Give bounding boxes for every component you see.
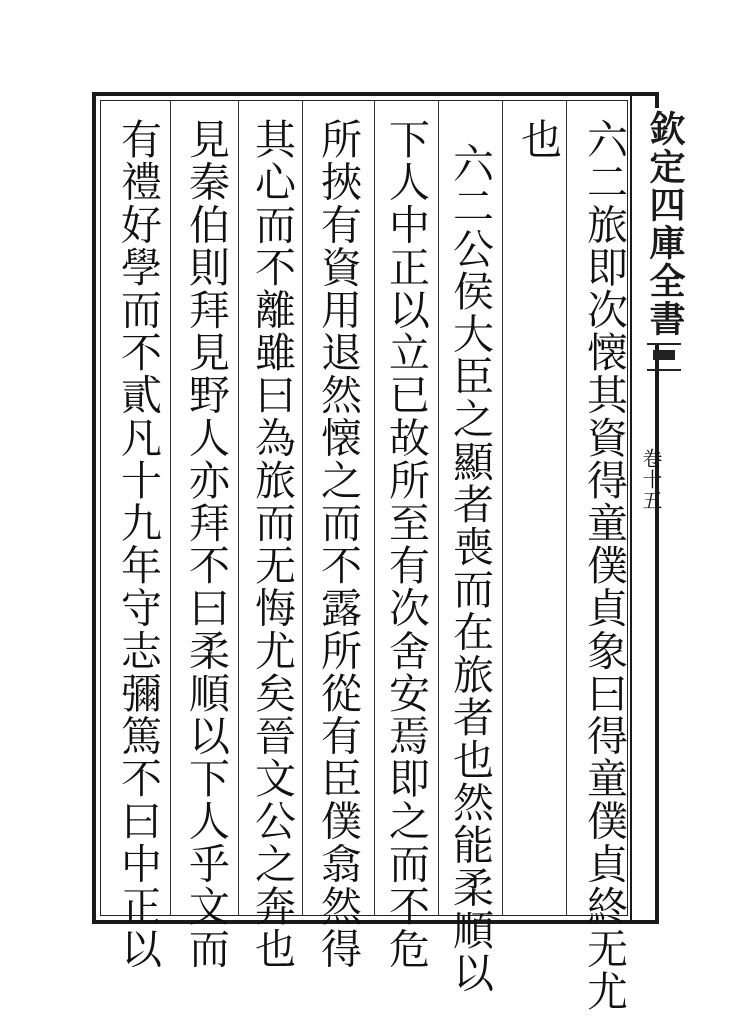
text-column: 六二旅即次懐其資得童僕貞象曰得童僕貞終无尤 [580,118,628,1013]
text-column: 也 [514,118,562,161]
text-column: 其心而不離雖曰為旅而无悔尤矣晉文公之奔也 [248,118,296,970]
text-column: 見秦伯則拜見野人亦拜不曰柔順以下人乎文而 [182,118,230,970]
fishtail-mark-icon [647,343,681,371]
text-frame [100,100,628,916]
column-rule [502,100,503,916]
column-rule [170,100,171,916]
volume-label: 卷十五 [639,448,663,511]
column-rule [302,100,303,916]
text-column: 下人中正以立已故所至有次舍安焉即之而不危 [382,118,430,970]
text-column: 有禮好學而不貳凡十九年守志彌篤不曰中正以 [114,118,162,970]
column-rule [238,100,239,916]
text-column: 六二公侯大臣之顯者喪而在旅者也然能柔順以 [446,142,494,994]
column-rule [566,100,567,916]
text-column: 所挾有資用退然懐之而不露所從有臣僕翕然得 [314,118,362,970]
column-rule [438,100,439,916]
column-rule [374,100,375,916]
book-title: 欽定四庫全書 [644,110,686,338]
